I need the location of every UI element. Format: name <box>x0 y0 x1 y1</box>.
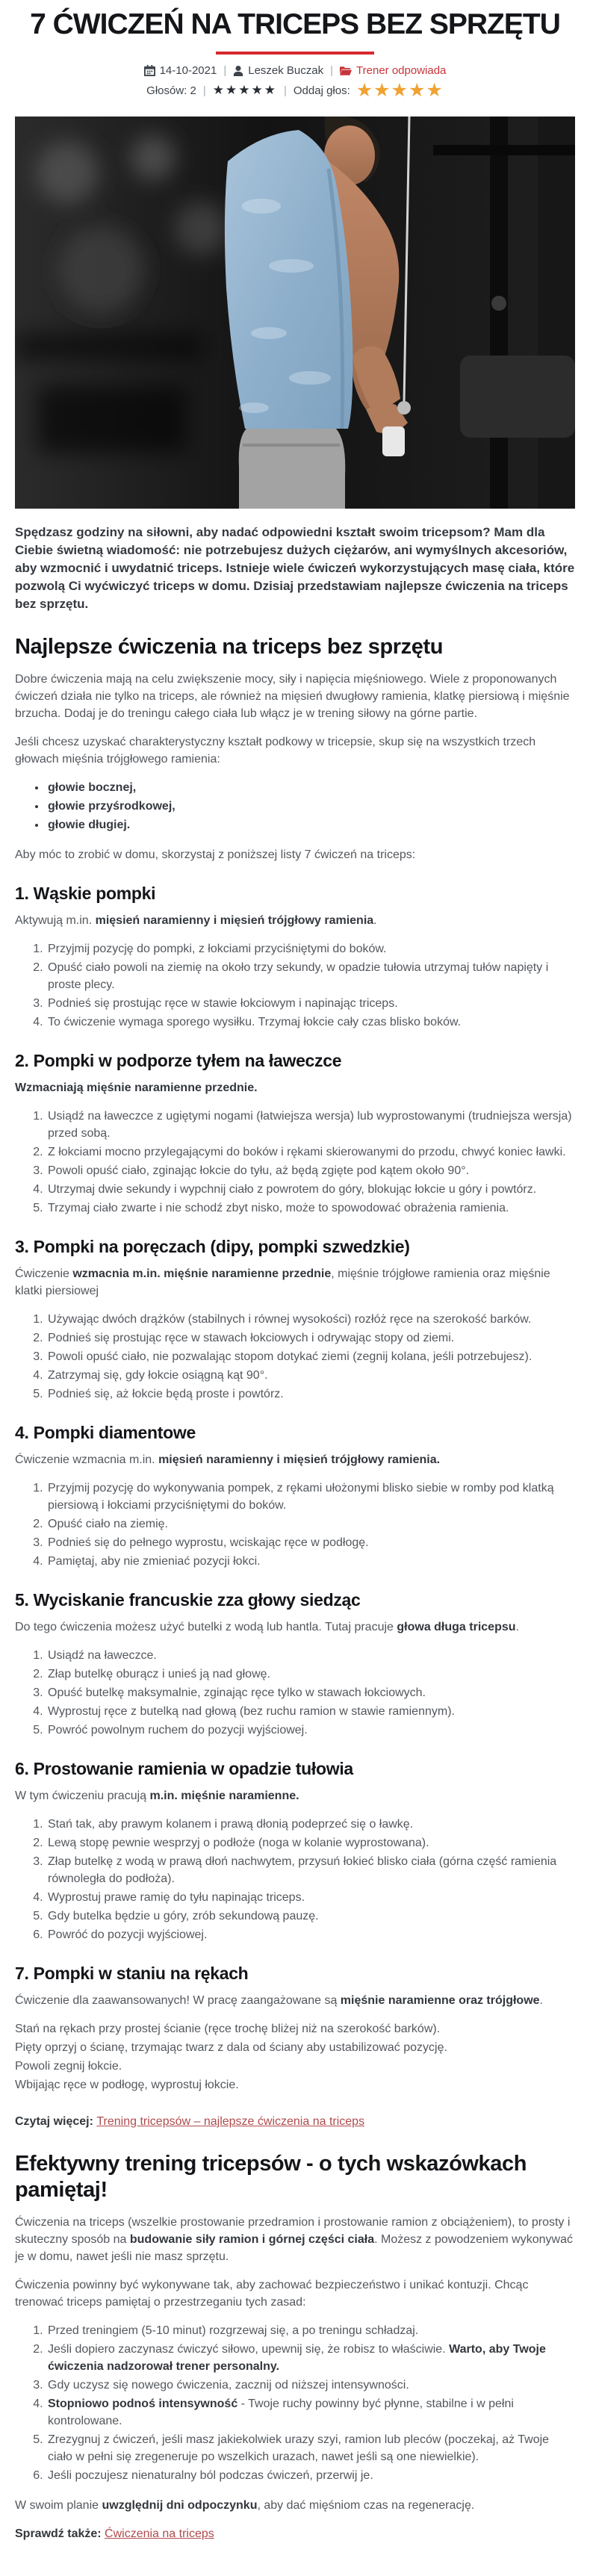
list-item: 4. Pamiętaj, aby nie zmieniać pozycji łokci. <box>46 1553 575 1570</box>
bold-text: mięsień naramienny i mięsień trójgłowy ramienia. <box>158 1453 441 1466</box>
list-item: 3. Powoli opuść ciało, zginając łokcie do tyłu, aż będą zgięte pod kątem około 90°. <box>46 1162 575 1179</box>
exercise-heading: 1. Wąskie pompki <box>15 884 156 903</box>
section-heading: Efektywny trening tricepsów - o tych wskazówkach pamiętaj! <box>15 2152 527 2202</box>
title-underline <box>216 52 374 55</box>
list-item: 4. Utrzymaj dwie sekundy i wypchnij ciało z powrotem do góry, blokując łokcie u góry i powtórz. <box>46 1181 575 1198</box>
inline-link[interactable]: Ćwiczenia na triceps <box>105 2527 214 2540</box>
text-run: . <box>373 914 377 927</box>
bold-text: m.in. mięśnie naramienne. <box>149 1790 299 1802</box>
gym-photo-illustration <box>15 117 575 509</box>
list-item: 1. Usiądź na ławeczce z ugiętymi nogami (łatwiejsza wersja) lub wyprostowanymi (trudniejsza wersja) przed sobą. <box>46 1108 575 1142</box>
text-run: . <box>539 1994 543 2007</box>
meta-separator: | <box>283 84 287 97</box>
text-run: W tym ćwiczeniu pracują <box>15 1790 150 1802</box>
list-item: 6. Jeśli poczujesz nienaturalny ból podczas ćwiczeń, przerwij je. <box>46 2467 575 2484</box>
publish-date <box>144 64 217 77</box>
bold-text: uwzględnij dni odpoczynku <box>102 2499 258 2512</box>
category <box>340 64 446 77</box>
list-item <box>46 2395 575 2430</box>
list-item: • głowie długiej. <box>46 816 575 834</box>
exercise-heading: 5. Wyciskanie francuskie zza głowy siedząc <box>15 1590 361 1610</box>
exercise-heading: 4. Pompki diamentowe <box>15 1423 196 1442</box>
paragraph <box>15 2020 575 2037</box>
paragraph <box>15 1787 575 1804</box>
text-run: Stań na rękach przy prostej ścianie (ręce trochę bliżej niż na szerokość barków). <box>15 2023 441 2035</box>
list-item: 3. Powoli opuść ciało, nie pozwalając stopom dotykać ziemi (zegnij kolana, jeśli potrzebujesz). <box>46 1348 575 1365</box>
list-item: 3. Podnieś się prostując ręce w stawie łokciowym i napinając triceps. <box>46 995 575 1012</box>
step-list <box>15 2322 575 2484</box>
category-link[interactable]: Trener odpowiada <box>356 64 447 77</box>
article-header <box>15 7 575 99</box>
bold-text: budowanie siły ramion i górnej części ciała <box>129 2233 375 2246</box>
list-item: 6. Powróć do pozycji wyjściowej. <box>46 1926 575 1943</box>
page-title: 7 ĆWICZEŃ NA TRICEPS BEZ SPRZĘTU <box>30 8 560 40</box>
bold-text: Sprawdź także: <box>15 2527 105 2540</box>
paragraph <box>15 2497 575 2514</box>
list-item: 5. Trzymaj ciało zwarte i nie schodź zbyt nisko, może to spowodować obrażenia ramienia. <box>46 1199 575 1217</box>
text-run: Jeśli chcesz uzyskać charakterystyczny kształt podkowy w tricepsie, skup się na wszystkich trzech głowach mięśnia trójgłowego ramienia: <box>15 736 536 766</box>
text-run: Ćwiczenie <box>15 1267 73 1280</box>
text-run: Ćwiczenia powinny być wykonywane tak, aby zachować bezpieczeństwo i unikać kontuzji. Chcąc trenować triceps pamiętaj o przestrzeganiu tych zasad: <box>15 2279 529 2309</box>
step-list <box>15 1108 575 1217</box>
votes-count: Głosów: 2 <box>146 84 196 97</box>
list-item: 2. Opuść ciało na ziemię. <box>46 1515 575 1533</box>
list-item: 4. Zatrzymaj się, gdy łokcie osiągną kąt 90°. <box>46 1367 575 1384</box>
text-run: Ćwiczenia na triceps (wszelkie prostowanie przedramion i prostowanie ramion z obciążeniem), to prosty i skuteczny sposób na <box>15 2216 571 2246</box>
list-item: 3. Podnieś się do pełnego wyprostu, wciskając ręce w podłogę. <box>46 1534 575 1551</box>
step-list <box>15 1480 575 1570</box>
section-heading: Najlepsze ćwiczenia na triceps bez sprzętu <box>15 635 444 659</box>
list-item: 5. Gdy butelka będzie u góry, zrób sekundową pauzę. <box>46 1908 575 1925</box>
meta-separator: | <box>202 84 206 97</box>
paragraph <box>15 1992 575 2009</box>
bold-text: Wzmacniają mięśnie naramienne przednie. <box>15 1081 258 1094</box>
rating-stars: ★★★★★ <box>212 83 277 97</box>
text-run: Jeśli dopiero zaczynasz ćwiczyć siłowo, upewnij się, że robisz to właściwie. <box>48 2343 450 2356</box>
bold-text: Warto, aby Twoje ćwiczenia nadzorował trener personalny. <box>48 2343 546 2373</box>
vote-label: Oddaj głos: <box>293 84 350 97</box>
text-run: . Możesz z powodzeniem wykonywać je w domu, nawet jeśli nie masz sprzętu. <box>15 2233 573 2263</box>
intro-paragraph: Spędzasz godziny na siłowni, aby nadać odpowiedni kształt swoim tricepsom? Mam dla Ciebie świetną wiadomość: nie potrzebujesz dużych ciężarów, ani wymyślnych akcesoriów, aby wzmocnić i uwydatnić triceps. Istnieje wiele ćwiczeń wykorzystujących masę ciała, które pozwolą Ci wyćwiczyć triceps w domu. Dzisiaj przedstawiam najlepsze ćwiczenia na triceps bez sprzętu. <box>15 525 575 611</box>
hero-image <box>15 117 575 509</box>
calendar-icon <box>144 65 155 76</box>
paragraph <box>15 2076 575 2094</box>
bold-text: mięśnie naramienne oraz trójgłowe <box>340 1994 540 2007</box>
list-item: 2. Podnieś się prostując ręce w stawach łokciowych i odrywając stopy od ziemi. <box>46 1329 575 1347</box>
list-item: 1. Przed treningiem (5-10 minut) rozgrzewaj się, a po treningu schładzaj. <box>46 2322 575 2339</box>
text-run: Do tego ćwiczenia możesz użyć butelki z wodą lub hantla. Tutaj pracuje <box>15 1621 397 1633</box>
text-run: Ćwiczenie dla zaawansowanych! W pracę zaangażowane są <box>15 1994 341 2007</box>
text-run: Dobre ćwiczenia mają na celu zwiększenie mocy, siły i napięcia mięśniowego. Wiele z proponowanych ćwiczeń działa nie tylko na triceps, ale również na mięsień dwugłowy ramienia, klatkę piersiową i mięśnie brzucha. Dodaj je do treningu całego ciała lub włącz je w trening siłowy na górne partie. <box>15 673 570 720</box>
exercise-heading: 3. Pompki na poręczach (dipy, pompki szwedzkie) <box>15 1237 410 1256</box>
text-run: Pięty oprzyj o ścianę, trzymając twarz z dala od ściany aby ustabilizować pozycję. <box>15 2041 447 2054</box>
list-item: 3. Złap butelkę z wodą w prawą dłoń nachwytem, przysuń łokieć blisko ciała (górna część ramienia równoległa do podłoża). <box>46 1853 575 1887</box>
article-page <box>0 7 590 2576</box>
rating-bar <box>15 82 575 99</box>
text-run: Aby móc to zrobić w domu, skorzystaj z poniższej listy 7 ćwiczeń na triceps: <box>15 848 416 861</box>
paragraph <box>15 671 575 722</box>
list-item: 1. Usiądź na ławeczce. <box>46 1647 575 1664</box>
exercise-heading: 7. Pompki w staniu na rękach <box>15 1964 249 1983</box>
list-item: 1. Przyjmij pozycję do wykonywania pompek, z rękami ułożonymi blisko siebie w romby pod klatką piersiową i łokciami przyciśniętymi do boków. <box>46 1480 575 1514</box>
bold-text: Stopniowo podnoś intensywność <box>48 2397 238 2410</box>
list-item: 2. Lewą stopę pewnie wesprzyj o podłoże (noga w kolanie wyprostowana). <box>46 1834 575 1852</box>
bold-text: głowa długa tricepsu <box>397 1621 516 1633</box>
paragraph <box>15 2113 575 2130</box>
text-run: Ćwiczenie wzmacnia m.in. <box>15 1453 159 1466</box>
text-run: - Twoje ruchy powinny być płynne, stabilne i w pełni kontrolowane. <box>48 2397 514 2427</box>
text-run: W swoim planie <box>15 2499 102 2512</box>
bullet-list <box>15 779 575 834</box>
paragraph <box>15 1618 575 1636</box>
author-link[interactable]: Leszek Buczak <box>248 64 324 77</box>
list-item: 5. Zrezygnuj z ćwiczeń, jeśli masz jakiekolwiek urazy szyi, ramion lub pleców (poczekaj, aż Twoje ciało w pełni się zregeneruje po wszelkich urazach, nawet jeśli są one niewielkie). <box>46 2431 575 2465</box>
list-item: 3. Gdy uczysz się nowego ćwiczenia, zacznij od niższej intensywności. <box>46 2377 575 2394</box>
paragraph <box>15 2525 575 2542</box>
article-body <box>15 634 575 2542</box>
list-item: 4. Wyprostuj ręce z butelką nad głową (bez ruchu ramion w stawie ramiennym). <box>46 1703 575 1720</box>
author <box>233 64 323 77</box>
step-list <box>15 1647 575 1739</box>
list-item: 1. Stań tak, aby prawym kolanem i prawą dłonią podeprzeć się o ławkę. <box>46 1816 575 1833</box>
paragraph <box>15 846 575 863</box>
text-run: , aby dać mięśniom czas na regenerację. <box>257 2499 475 2512</box>
list-item: 1. Przyjmij pozycję do pompki, z łokciami przyciśniętymi do boków. <box>46 940 575 958</box>
paragraph <box>15 912 575 929</box>
text-run: Powoli zegnij łokcie. <box>15 2060 122 2073</box>
paragraph <box>15 2039 575 2056</box>
exercise-heading: 2. Pompki w podporze tyłem na ławeczce <box>15 1051 342 1070</box>
step-list <box>15 1311 575 1403</box>
paragraph <box>15 2214 575 2265</box>
text-run: Wbijając ręce w podłogę, wyprostuj łokcie. <box>15 2079 239 2091</box>
text-run: , mięśnie trójgłowe ramienia oraz mięśnie klatki piersiowej <box>15 1267 550 1297</box>
paragraph <box>15 1079 575 1096</box>
list-item <box>46 2341 575 2375</box>
list-item: 4. To ćwiczenie wymaga sporego wysiłku. Trzymaj łokcie cały czas blisko boków. <box>46 1014 575 1031</box>
list-item: 4. Wyprostuj prawe ramię do tyłu napinając triceps. <box>46 1889 575 1906</box>
inline-link[interactable]: Trening tricepsów – najlepsze ćwiczenia na triceps <box>96 2115 365 2128</box>
meta-separator: | <box>330 64 334 77</box>
meta-separator: | <box>223 64 227 77</box>
list-item: • głowie przyśrodkowej, <box>46 798 575 815</box>
paragraph <box>15 1451 575 1468</box>
article-meta <box>15 64 575 77</box>
list-item: 1. Używając dwóch drążków (stabilnych i równej wysokości) rozłóż ręce na szerokość barków. <box>46 1311 575 1328</box>
list-item: • głowie bocznej, <box>46 779 575 796</box>
text-run: . <box>515 1621 519 1633</box>
paragraph <box>15 2058 575 2075</box>
paragraph <box>15 2276 575 2311</box>
exercise-heading: 6. Prostowanie ramienia w opadzie tułowia <box>15 1759 353 1778</box>
vote-stars[interactable]: ★★★★★ <box>355 80 444 101</box>
folder-icon <box>340 66 352 76</box>
step-list <box>15 1816 575 1943</box>
list-item: 2. Złap butelkę oburącz i unieś ją nad głowę. <box>46 1666 575 1683</box>
publish-date-text: 14-10-2021 <box>159 64 217 77</box>
list-item: 5. Powróć powolnym ruchem do pozycji wyjściowej. <box>46 1722 575 1739</box>
list-item: 5. Podnieś się, aż łokcie będą proste i powtórz. <box>46 1385 575 1403</box>
paragraph <box>15 733 575 768</box>
list-item: 2. Opuść ciało powoli na ziemię na około trzy sekundy, w opadzie tułowia utrzymaj tułów napięty i proste plecy. <box>46 959 575 993</box>
bold-text: Czytaj więcej: <box>15 2115 97 2128</box>
step-list <box>15 940 575 1031</box>
bold-text: wzmacnia m.in. mięśnie naramienne przednie <box>72 1267 332 1280</box>
user-icon <box>233 66 243 76</box>
paragraph <box>15 1265 575 1300</box>
list-item: 3. Opuść butelkę maksymalnie, zginając ręce tylko w stawach łokciowych. <box>46 1684 575 1701</box>
list-item: 2. Z łokciami mocno przylegającymi do boków i rękami skierowanymi do przodu, chwyć koniec ławki. <box>46 1143 575 1161</box>
text-run: Aktywują m.in. <box>15 914 96 927</box>
bold-text: mięsień naramienny i mięsień trójgłowy ramienia <box>95 914 374 927</box>
